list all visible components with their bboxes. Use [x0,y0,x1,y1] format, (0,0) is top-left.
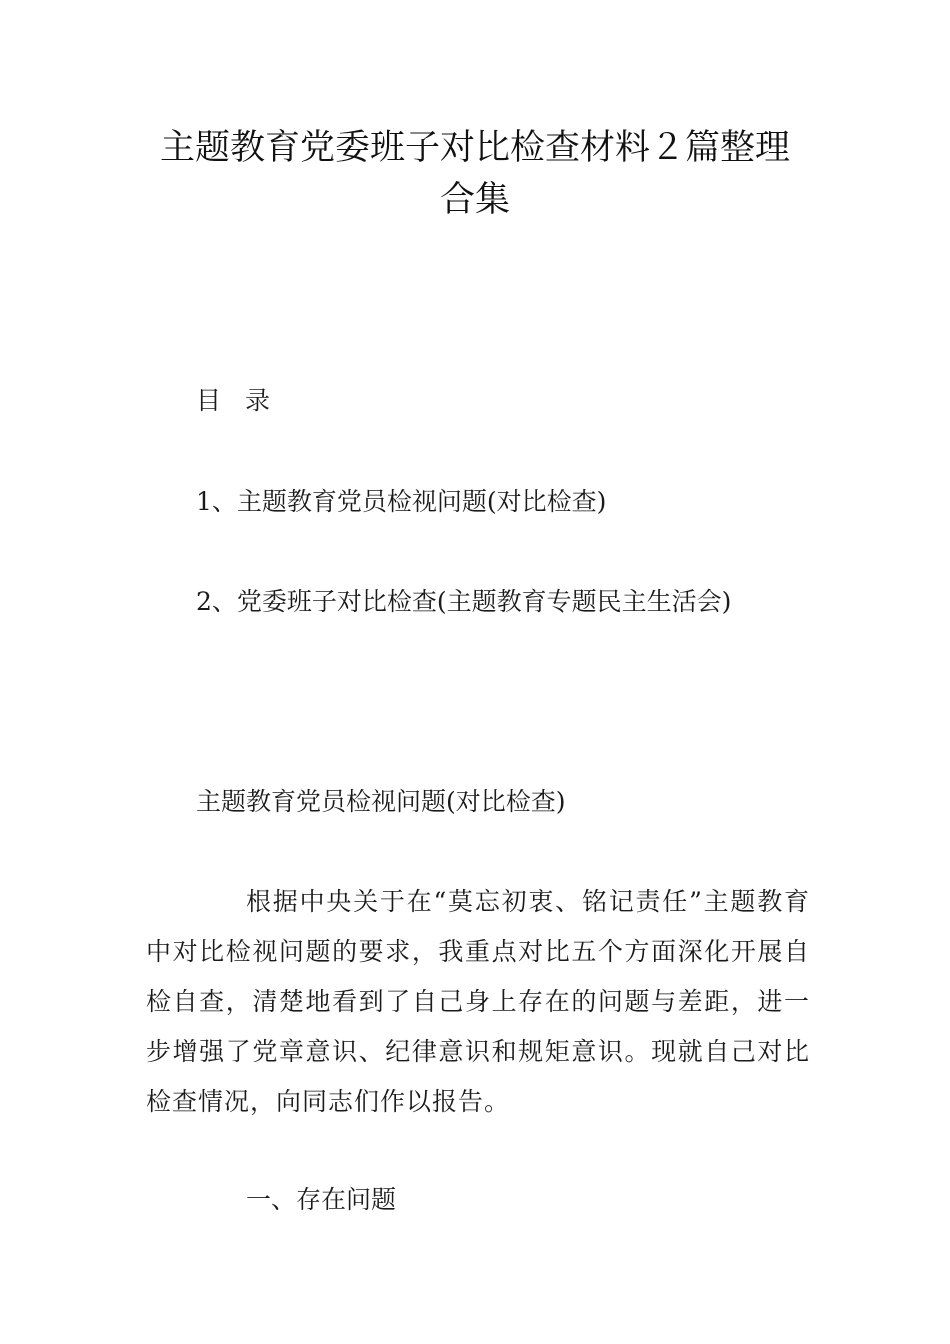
toc-item-1: 1、主题教育党员检视问题(对比检查) [196,487,607,516]
document-title-line-1: 主题教育党委班子对比检查材料２篇整理 [159,128,790,168]
body-paragraph: 根据中央关于在“莫忘初衷、铭记责任”主题教育中对比检视问题的要求，我重点对比五个方面深化开展自检自查，清楚地看到了自己身上存在的问题与差距，进一步增强了党章意识、纪律意识和规矩意识。现就自己对比检查情况，向同志们作以报告。 [146,887,810,1116]
toc-item-2: 2、党委班子对比检查(主题教育专题民主生活会) [196,587,732,616]
section-title: 主题教育党员检视问题(对比检查) [196,787,566,816]
document-title-line-2: 合集 [439,180,510,220]
section-heading-1: 一、存在问题 [246,1185,397,1214]
document-title [100,122,850,226]
toc-heading: 目 录 [196,386,278,415]
